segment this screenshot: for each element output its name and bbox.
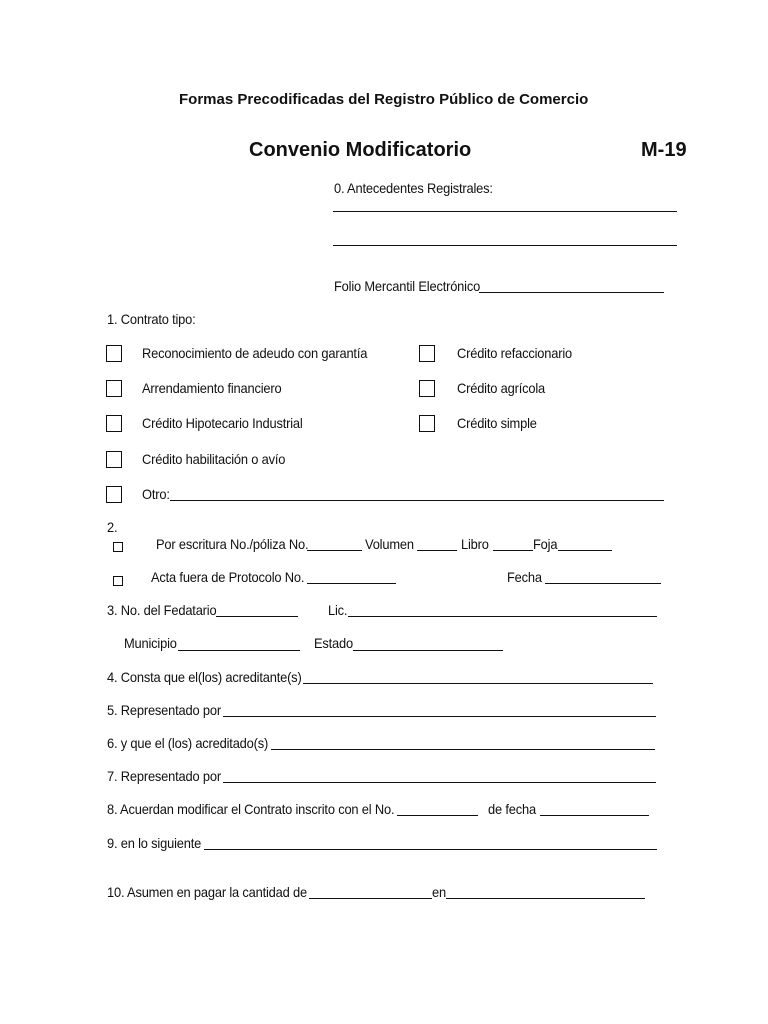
escritura-label: Por escritura No./póliza No. — [156, 536, 309, 552]
item-7-label: 7. Representado por — [107, 768, 221, 784]
siguiente-field[interactable] — [204, 849, 657, 850]
lic-field[interactable] — [348, 616, 657, 617]
item-4-label: 4. Consta que el(los) acreditante(s) — [107, 669, 302, 685]
page-title: Convenio Modificatorio — [249, 139, 472, 161]
representado-2-field[interactable] — [223, 782, 656, 783]
volumen-label: Volumen — [365, 536, 414, 552]
acta-fecha-label: Fecha — [507, 569, 542, 585]
escritura-no-field[interactable] — [307, 550, 362, 551]
option-simple: Crédito simple — [457, 415, 537, 431]
option-hipotecario: Crédito Hipotecario Industrial — [142, 415, 303, 431]
acreditado-field[interactable] — [271, 749, 655, 750]
volumen-field[interactable] — [417, 550, 457, 551]
cantidad-field[interactable] — [309, 898, 432, 899]
item-8-label: 8. Acuerdan modificar el Contrato inscrito con el No. — [107, 801, 395, 817]
option-otro: Otro: — [142, 486, 170, 502]
item-10-en-label: en — [432, 884, 446, 900]
section-2-number: 2. — [107, 519, 118, 535]
checkbox-otro[interactable] — [106, 486, 122, 503]
option-refaccionario: Crédito refaccionario — [457, 345, 572, 361]
checkbox-escritura[interactable] — [113, 542, 123, 552]
form-subtitle: Formas Precodificadas del Registro Público de Comercio — [179, 91, 589, 108]
foja-field[interactable] — [558, 550, 612, 551]
estado-field[interactable] — [353, 650, 503, 651]
fedatario-label: 3. No. del Fedatario — [107, 602, 217, 618]
representado-1-field[interactable] — [223, 716, 656, 717]
checkbox-refaccionario[interactable] — [419, 345, 435, 362]
item-9-label: 9. en lo siguiente — [107, 835, 202, 851]
antecedentes-label: 0. Antecedentes Registrales: — [334, 180, 493, 196]
otro-field[interactable] — [170, 500, 664, 501]
checkbox-reconocimiento[interactable] — [106, 345, 122, 362]
estado-label: Estado — [314, 635, 353, 651]
acreditante-field[interactable] — [303, 683, 653, 684]
option-agricola: Crédito agrícola — [457, 380, 545, 396]
checkbox-habilitacion[interactable] — [106, 451, 122, 468]
checkbox-simple[interactable] — [419, 415, 435, 432]
libro-field[interactable] — [493, 550, 533, 551]
item-10-label: 10. Asumen en pagar la cantidad de — [107, 884, 307, 900]
checkbox-acta[interactable] — [113, 576, 123, 586]
acta-label: Acta fuera de Protocolo No. — [151, 569, 305, 585]
lic-label: Lic. — [328, 602, 348, 618]
contrato-no-field[interactable] — [397, 815, 478, 816]
option-arrendamiento: Arrendamiento financiero — [142, 380, 282, 396]
antecedentes-line-1[interactable] — [333, 211, 677, 212]
libro-label: Libro — [461, 536, 489, 552]
item-8-fecha-label: de fecha — [488, 801, 536, 817]
contrato-label: 1. Contrato tipo: — [107, 311, 196, 327]
item-5-label: 5. Representado por — [107, 702, 221, 718]
folio-label: Folio Mercantil Electrónico — [334, 278, 481, 294]
municipio-field[interactable] — [178, 650, 300, 651]
checkbox-arrendamiento[interactable] — [106, 380, 122, 397]
municipio-label: Municipio — [124, 635, 177, 651]
acta-fecha-field[interactable] — [545, 583, 661, 584]
option-habilitacion: Crédito habilitación o avío — [142, 451, 286, 467]
item-6-label: 6. y que el (los) acreditado(s) — [107, 735, 269, 751]
foja-label: Foja — [533, 536, 558, 552]
acta-no-field[interactable] — [307, 583, 396, 584]
contrato-fecha-field[interactable] — [540, 815, 649, 816]
form-code: M-19 — [641, 139, 687, 161]
checkbox-hipotecario[interactable] — [106, 415, 122, 432]
antecedentes-line-2[interactable] — [333, 245, 677, 246]
fedatario-field[interactable] — [216, 616, 298, 617]
folio-field[interactable] — [479, 292, 664, 293]
en-field[interactable] — [446, 898, 645, 899]
checkbox-agricola[interactable] — [419, 380, 435, 397]
option-reconocimiento: Reconocimiento de adeudo con garantía — [142, 345, 368, 361]
